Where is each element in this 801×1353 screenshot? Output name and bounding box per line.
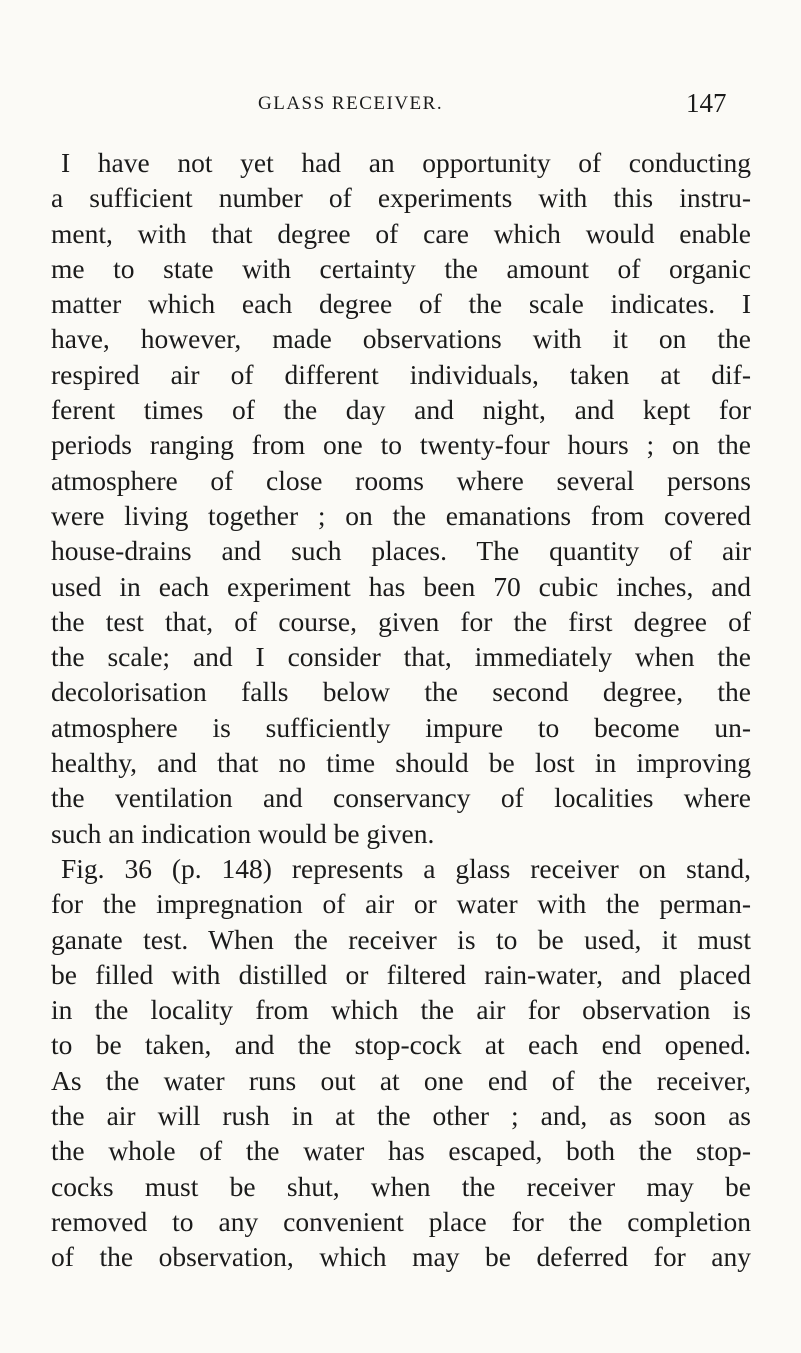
text-line: in the locality from which the air for observation is [51, 994, 751, 1026]
page-number: 147 [686, 88, 727, 118]
text-line: house-drains and such places. The quantity of air [51, 535, 751, 567]
text-line: the ventilation and conservancy of localities where [51, 782, 751, 814]
text-line: the scale; and I consider that, immediately when the [51, 641, 751, 673]
text-line: healthy, and that no time should be lost in improving [51, 747, 751, 779]
text-line: me to state with certainty the amount of organic [51, 252, 751, 284]
text-line: ganate test. When the receiver is to be used, it must [51, 923, 751, 955]
text-line: As the water runs out at one end of the receiver, [51, 1064, 751, 1096]
text-line: ment, with that degree of care which would enable [51, 217, 751, 249]
text-line: ferent times of the day and night, and kept for [51, 394, 751, 426]
text-line: I have not yet had an opportunity of conducting [61, 147, 751, 178]
text-line: Fig. 36 (p. 148) represents a glass receiver on stand, [61, 852, 751, 884]
text-line: atmosphere is sufficiently impure to become un- [51, 711, 751, 743]
text-line: have, however, made observations with it on the [51, 323, 751, 355]
text-line: a sufficient number of experiments with this instru- [51, 182, 751, 214]
body-text [51, 145, 751, 1275]
text-line: were living together ; on the emanations from covered [51, 499, 751, 531]
text-line: be filled with distilled or filtered rain-water, and placed [51, 958, 751, 990]
text-line: matter which each degree of the scale indicates. I [51, 288, 751, 320]
text-line: removed to any convenient place for the completion [51, 1205, 751, 1237]
text-line: respired air of different individuals, taken at dif- [51, 358, 751, 390]
text-line: the whole of the water has escaped, both the stop- [51, 1135, 751, 1167]
text-line: the air will rush in at the other ; and, as soon as [51, 1100, 751, 1132]
text-line: decolorisation falls below the second degree, the [51, 676, 751, 708]
running-head: GLASS RECEIVER. [258, 93, 444, 114]
text-line: the test that, of course, given for the first degree of [51, 605, 751, 637]
text-line: used in each experiment has been 70 cubic inches, and [51, 570, 751, 602]
text-line: to be taken, and the stop-cock at each end opened. [51, 1029, 751, 1061]
text-line: for the impregnation of air or water with the perman- [51, 888, 751, 920]
page-header [0, 88, 801, 122]
text-line: atmosphere of close rooms where several persons [51, 464, 751, 496]
text-line: periods ranging from one to twenty-four hours ; on the [51, 429, 751, 461]
text-line: such an indication would be given. [51, 817, 435, 849]
text-line: of the observation, which may be deferred for any [51, 1241, 751, 1273]
text-line: cocks must be shut, when the receiver may be [51, 1170, 751, 1202]
